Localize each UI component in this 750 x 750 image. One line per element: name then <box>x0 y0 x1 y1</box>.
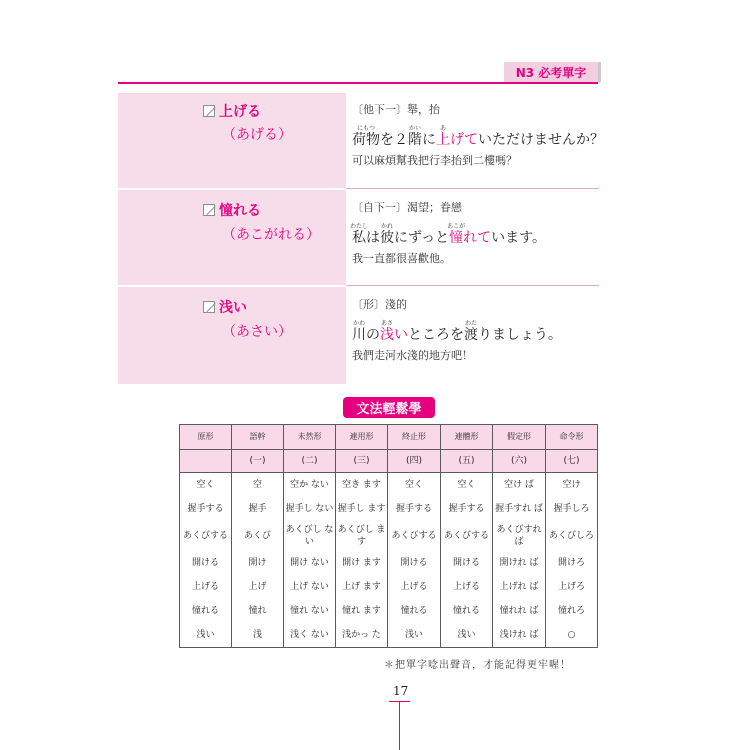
table-cell: 上げ ます <box>336 575 388 599</box>
table-row <box>180 521 598 551</box>
example-sentence <box>352 320 562 344</box>
table-row <box>180 473 598 498</box>
table-cell: 憧れる <box>180 599 232 623</box>
table-cell: ○ <box>546 623 598 648</box>
table-cell: 未然形 <box>284 425 336 450</box>
sentence-fragment: げて <box>450 132 478 148</box>
table-cell: あくび <box>232 521 284 551</box>
sentence-fragment: を２ <box>380 132 408 148</box>
table-cell: 空く <box>441 473 493 498</box>
table-cell: 憧れる <box>441 599 493 623</box>
table-cell: (一) <box>232 450 284 473</box>
vocab-word: 上げる <box>219 104 261 120</box>
table-cell: 開け ます <box>336 551 388 575</box>
furigana: にもつ <box>356 125 375 132</box>
checkbox-icon[interactable] <box>203 204 215 216</box>
sentence-fragment: ところを <box>408 327 464 343</box>
table-row <box>180 599 598 623</box>
table-cell: 上げ <box>232 575 284 599</box>
example-sentence <box>352 125 604 149</box>
table-cell: 連體形 <box>441 425 493 450</box>
table-row <box>180 575 598 599</box>
checkbox-icon[interactable] <box>203 105 215 117</box>
sentence-fragment: い <box>394 327 408 343</box>
ruby-word: 彼 かれ <box>380 223 394 246</box>
chapter-tab <box>504 62 601 82</box>
table-cell: 上げろ <box>546 575 598 599</box>
table-cell: 命令形 <box>546 425 598 450</box>
grammar-title-label: 文法輕鬆學 <box>356 402 422 417</box>
table-cell: 開ける <box>441 551 493 575</box>
ruby-word: 荷物 にもつ <box>352 125 380 148</box>
sentence-fragment: の <box>366 327 380 343</box>
sentence-fragment: れて <box>463 230 492 246</box>
page-marker-stem <box>399 701 400 750</box>
ruby-word: 憧 あこが <box>447 223 466 246</box>
table-cell: あくびすれ ば <box>493 521 546 551</box>
table-cell: 握手する <box>180 497 232 521</box>
ruby-word: 浅 あさ <box>380 320 394 343</box>
table-cell: 原形 <box>180 425 232 450</box>
table-cell: あくびする <box>180 521 232 551</box>
ruby-word: 川 かわ <box>352 320 366 343</box>
sentence-fragment: に <box>422 132 436 148</box>
table-cell: 握手すれ ば <box>493 497 546 521</box>
table-cell: あくびする <box>388 521 441 551</box>
table-cell: (七) <box>546 450 598 473</box>
table-cell: 空け ば <box>493 473 546 498</box>
ruby-word: 上 あ <box>436 125 450 148</box>
conjugation-table <box>179 424 598 648</box>
table-cell: 空 <box>232 473 284 498</box>
table-cell: 上げる <box>441 575 493 599</box>
table-cell: 握手 <box>232 497 284 521</box>
table-cell: 憧れ ない <box>284 599 336 623</box>
header-rule <box>118 82 598 84</box>
vocab-word-row <box>203 200 261 220</box>
vocab-pos: 〔他下一〕舉，抬 <box>352 103 440 116</box>
table-cell: 憧れ ます <box>336 599 388 623</box>
furigana: あ <box>439 125 446 132</box>
furigana: かれ <box>380 223 393 230</box>
vocab-word: 憧れる <box>219 203 261 219</box>
table-cell: (五) <box>441 450 493 473</box>
table-cell: 憧れる <box>388 599 441 623</box>
table-cell: 握手し ます <box>336 497 388 521</box>
table-cell: あくびする <box>441 521 493 551</box>
table-cell: 空く <box>180 473 232 498</box>
table-cell: 握手しろ <box>546 497 598 521</box>
table-row <box>180 450 598 473</box>
vocab-reading: （あこがれる） <box>222 227 320 243</box>
divider <box>346 188 599 189</box>
vocab-word: 浅い <box>219 300 247 316</box>
vocab-detail <box>352 199 546 266</box>
table-cell: 握手する <box>441 497 493 521</box>
table-cell: 空か ない <box>284 473 336 498</box>
sentence-fragment: は <box>366 230 380 246</box>
footnote: ＊把單字唸出聲音，才能記得更牢喔！ <box>384 660 571 671</box>
divider <box>346 285 599 286</box>
table-cell: 空け <box>546 473 598 498</box>
table-cell: 上げれ ば <box>493 575 546 599</box>
table-cell: 浅い <box>441 623 493 648</box>
page-number: 17 <box>393 684 409 698</box>
table-cell: 浅く ない <box>284 623 336 648</box>
table-cell: 空く <box>388 473 441 498</box>
grammar-section-title <box>343 397 435 418</box>
table-cell: 憧れろ <box>546 599 598 623</box>
table-cell: 開ける <box>180 551 232 575</box>
table-row <box>180 551 598 575</box>
table-cell: 空き ます <box>336 473 388 498</box>
furigana: あこが <box>447 223 466 230</box>
table-cell: 握手する <box>388 497 441 521</box>
chapter-tab-label: N3 必考單字 <box>515 65 587 80</box>
table-cell: 語幹 <box>232 425 284 450</box>
sentence-fragment: いただけませんか？ <box>478 132 604 148</box>
table-cell: 浅い <box>180 623 232 648</box>
table-cell: あくびしろ <box>546 521 598 551</box>
table-cell: 開け ない <box>284 551 336 575</box>
vocab-pos: 〔形〕淺的 <box>352 298 407 311</box>
table-cell: (六) <box>493 450 546 473</box>
ruby-word: 私 わたし <box>350 223 369 246</box>
vocab-word-row <box>203 297 247 317</box>
table-cell: 開けれ ば <box>493 551 546 575</box>
furigana: かい <box>408 125 421 132</box>
vocab-reading: （あげる） <box>222 127 292 143</box>
example-translation: 我們走河水淺的地方吧！ <box>352 349 473 362</box>
sentence-fragment: にずっと <box>394 230 450 246</box>
table-cell: 上げる <box>388 575 441 599</box>
furigana: あさ <box>380 320 393 327</box>
vocab-detail <box>352 101 604 168</box>
table-cell: 握手し ない <box>284 497 336 521</box>
example-translation: 我一直都很喜歡他。 <box>352 252 451 265</box>
table-cell: 浅けれ ば <box>493 623 546 648</box>
table-cell: 浅かっ た <box>336 623 388 648</box>
table-row <box>180 425 598 450</box>
sentence-fragment: りましょう。 <box>478 327 562 343</box>
table-cell: 浅 <box>232 623 284 648</box>
table-row <box>180 497 598 521</box>
checkbox-icon[interactable] <box>203 301 215 313</box>
example-translation: 可以麻煩幫我把行李抬到二樓嗎？ <box>352 154 517 167</box>
table-row <box>180 623 598 648</box>
table-cell: 假定形 <box>493 425 546 450</box>
table-cell: (三) <box>336 450 388 473</box>
table-cell: (四) <box>388 450 441 473</box>
example-sentence <box>350 223 547 247</box>
ruby-word: 階 かい <box>408 125 422 148</box>
table-cell: あくびし な い <box>284 521 336 551</box>
table-cell: 開けろ <box>546 551 598 575</box>
table-cell <box>180 450 232 473</box>
furigana: かわ <box>352 320 365 327</box>
table-cell: あくびし ま す <box>336 521 388 551</box>
furigana: わたし <box>350 223 369 230</box>
table-cell: 上げる <box>180 575 232 599</box>
table-cell: 上げ ない <box>284 575 336 599</box>
table-cell: 終止形 <box>388 425 441 450</box>
vocab-reading: （あさい） <box>222 324 292 340</box>
vocab-detail <box>352 296 562 363</box>
table-cell: 憧れれ ば <box>493 599 546 623</box>
table-cell: 開け <box>232 551 284 575</box>
table-cell: 浅い <box>388 623 441 648</box>
table-cell: (二) <box>284 450 336 473</box>
table-cell: 開ける <box>388 551 441 575</box>
ruby-word: 渡 わた <box>464 320 478 343</box>
table-cell: 連用形 <box>336 425 388 450</box>
vocab-pos: 〔自下一〕渴望；眷戀 <box>352 201 462 214</box>
vocab-word-row <box>203 101 261 121</box>
sentence-fragment: います。 <box>491 230 547 246</box>
table-cell: 憧れ <box>232 599 284 623</box>
furigana: わた <box>464 320 477 327</box>
